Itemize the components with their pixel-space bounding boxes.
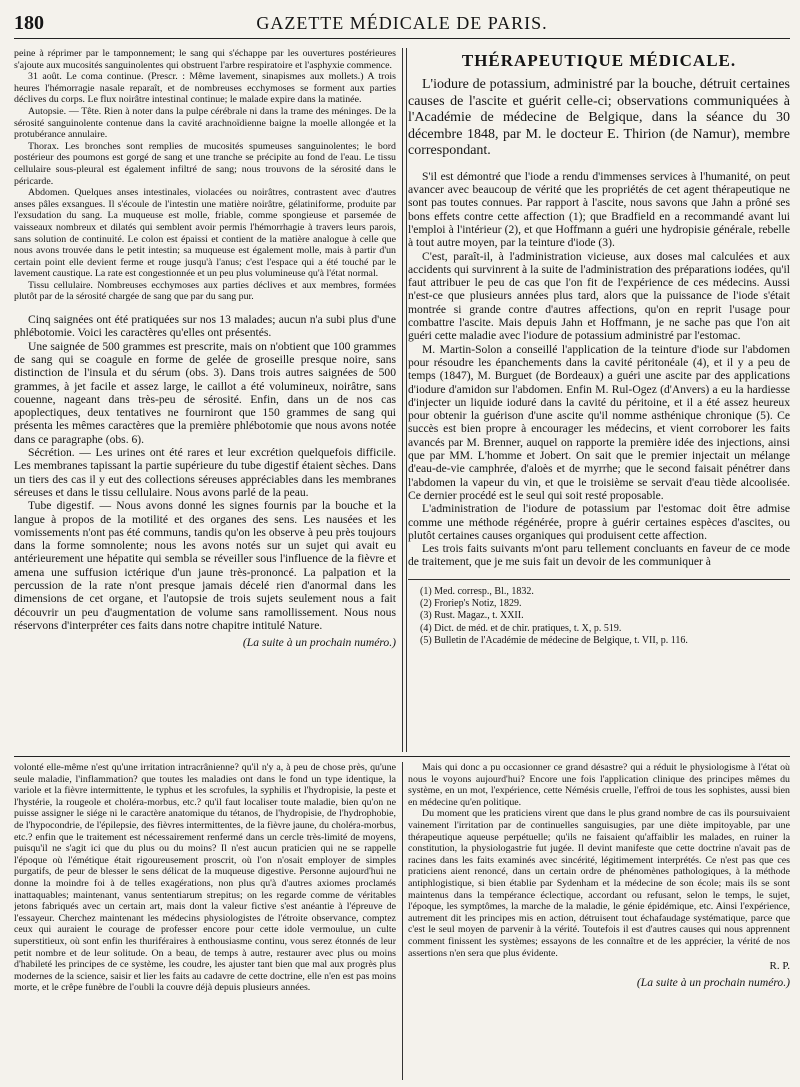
paragraph: volonté elle-même n'est qu'une irritation intracrânienne? qu'il n'y a, à peu de chose près, qu'une seule maladie, l'inflammation? que toutes les maladies ont dans le fond un type identique, la variole et la fièvre intermittente, le typhus et les scrofules, la syphilis et l'hydropisie, la peste et l'hystérie, la rougeole et choléra-morbus, etc.? qu'il faut localiser toute maladie, bien qu'on ne puisse assigner le siége ni le caractère anatomique du tétanos, de l'hydropisie, de l'hydrophobie, de l'hypocondrie, de l'épilepsie, des fièvres intermittentes, de la fièvre jaune, du choléra-morbus, etc.? enfin que le traitement est nécessairement renfermé dans un cercle très-limité de moyens, puisqu'il ne s'agit ici que du plus ou du moins? Il n'est aucun praticien qui ne se rappelle l'époque où l'émétique était rigoureusement proscrit, où l'on n'osait employer de simples purgatifs, de peur de blesser le sens délicat de la muqueuse digestive. Personne aujourd'hui ne donne la moindre foi à de telles exagérations, non plus qu'à d'autres axiomes proclamés inattaquables; maintenant, vanus sententiarum strepitus; on les regarde comme de véritables jetons fabriqués avec un certain art, mais dont la valeur fictive s'est anéantie à l'épreuve de l'essayeur. Cherchez maintenant les médecins physiologistes de l'étroite observance, comptez ceux qui auraient le courage de professer encore pour cette idole vermoulue, un culte superstitieux, où sont enfin les thuriféraires à enthousiasme continu, vous serez étonnés de leur petit nombre et de leur solitude. On a beau, de temps à autre, restaurer avec plus ou moins d'habileté les principes de ce système, les coudre, les ajuster tant bien que mal aux progrès plus modernes de la science, saisir et lier les faits au cadavre de cette doctrine, elle n'en est pas moins morte, et le crêpe funèbre de l'oubli la couvre déjà depuis plusieurs années.: [14, 762, 396, 994]
upper-section: [14, 48, 790, 752]
paragraph: Les trois faits suivants m'ont paru tellement concluants en faveur de ce mode de traitement, que je me suis fait un devoir de les communiquer à: [408, 542, 790, 569]
continued-note: (La suite à un prochain numéro.): [636, 975, 790, 989]
newspaper-page: [14, 8, 790, 1080]
column-divider: [402, 762, 403, 1080]
paragraph: L'administration de l'iodure de potassium par l'estomac doit être admise comme une méthode régénérée, propre à guérir certaines espèces d'ascites, ou plutôt certaines causes organiques qui produisent cette affection.: [408, 502, 790, 542]
paragraph: Sécrétion. — Les urines ont été rares et leur excrétion quelquefois difficile. Les membranes tapissant la partie supérieure du tube digestif étaient sèches. Dans un tiers des cas il y eut des collections séreuses appréciables dans les membranes séreuses et dans le tissu cellulaire. Nous avons parlé de la peau.: [14, 446, 396, 499]
paragraph: Une saignée de 500 grammes est prescrite, mais on n'obtient que 100 grammes de sang qui se coagule en forme de gelée de groseille presque noire, sans distinction de l'insula et du sérum (obs. 3). Dans trois autres saignées de 500 grammes, à jet facile et assez large, le caillot a été volumineux, noirâtre, sans couenne, nageant dans très-peu de sérosité. Enfin, dans un de nos cas apoplectiques, deux tentatives ne fourniront que 150 grammes de sang qui présenta les mêmes caractères que la première phlébotomie que nous avons notée dans ce paragraphe (obs. 6).: [14, 339, 396, 446]
paragraph: Mais qui donc a pu occasionner ce grand désastre? qui a réduit le physiologisme à l'état où nous le voyons aujourd'hui? Encore une fois l'application clinique des principes mêmes du système, en un mot, l'expérience, cette Némésis cruelle, l'effroi de tous les sophistes, aussi bien en médecine qu'en politique.: [408, 762, 790, 808]
paragraph: Abdomen. Quelques anses intestinales, violacées ou noirâtres, contrastent avec d'autres anses pâles exsangues. Il s'écoule de l'intestin une matière noirâtre, gélatiniforme, produite par l'exsudation du sang. La muqueuse est molle, friable, comme spongieuse et parsemée de vaisseaux nombreux et dilatés qui semblent avoir permis l'hémorrhagie à travers leurs parois, sans solution de continuité. Le colon est épaissi et contient de la matière analogue à celle que nous avons trouvée dans le petit intestin; sa muqueuse est également molle, mais à partir d'un certain point elle devient ferme et rouge jusqu'à l'anus; c'est l'espace qui a été touché par le lavement caustique. La rate est congestionnée et un peu plus volumineuse qu'à l'état normal.: [14, 187, 396, 280]
journal-title: GAZETTE MÉDICALE DE PARIS.: [256, 13, 548, 33]
footnote: (1) Med. corresp., Bl., 1832.: [420, 585, 534, 597]
page-header: [14, 8, 790, 39]
page-number: 180: [14, 12, 44, 34]
paragraph: Du moment que les praticiens virent que dans le plus grand nombre de cas ils poursuivaient vainement l'irritation par de continuelles sanguisugies, par une diète impitoyable, par une thérapeutique aqueuse perpétuelle; qu'ils ne faisaient qu'affaiblir les malades, en ruiner la constitution, la physiologastrie fut jugée. Il devint manifeste que cette doctrine n'avait pas de racines dans les faits examinés avec sincérité, légitimement interprétés. Ce n'est pas que ces praticiens aient renoncé, dans un certain ordre de phénomènes pathologiques, à la méthode antiphlogistique, si bien établie par Sydenham et la médecine de son école; mais ils se sont maintenus dans la tempérance éclectique, accordant ou refusant, selon le temps, le sujet, l'époque, les symptômes, la marche de la maladie, le génie épidémique, etc. Ainsi l'expérience, autrement dit les principes mis en action, détruisent tout échafaudage systématique, parce que c'est le seul moyen de parvenir à la vérité. Toutefois il est d'autres causes qui nous apprennent comment finissent les systèmes; essayons de les connaître et de les apprécier, la vérité de nos assertions n'en sera que plus évidente.: [408, 808, 790, 959]
section-divider: [14, 756, 790, 757]
paragraph: Tissu cellulaire. Nombreuses ecchymoses aux parties déclives et aux membres, formées plutôt par de la sérosité chargée de sang que par du sang pur.: [14, 279, 396, 303]
section-title: THÉRAPEUTIQUE MÉDICALE.: [461, 51, 737, 70]
article-title: L'iodure de potassium, administré par la bouche, détruit certaines causes de l'ascite et guérit celle-ci; observations communiquées à l'Académie de médecine de Belgique, dans la séance du 30 décembre 1848, par M. le docteur E. Thirion (de Namur), membre correspondant.: [408, 77, 790, 159]
paragraph: Thorax. Les bronches sont remplies de mucosités spumeuses sanguinolentes; le bord postérieur des poumons est gorgé de sang et une tranche se précipite au fond de l'eau. Le tissu cellulaire sous-pleural est également infiltré de sang; nous trouvons de la sérosité dans le péricarde.: [14, 140, 396, 187]
feuilleton-left-column: [14, 762, 396, 1080]
paragraph: 31 août. Le coma continue. (Prescr. : Même lavement, sinapismes aux mollets.) A trois heures l'hémorragie nasale reparaît, et de nombreuses ecchymoses se forment aux parties déclives du corps. Le flux noirâtre intestinal continue; le malade expire dans la matinée.: [14, 71, 396, 106]
lower-section: [14, 762, 790, 1080]
footnote: (2) Froriep's Notiz, 1829.: [420, 598, 522, 609]
therapeutics-column: [408, 48, 790, 752]
signature: R. P.: [769, 960, 790, 973]
feuilleton-right-column: [408, 762, 790, 1080]
footnote: (5) Bulletin de l'Académie de médecine de Belgique, t. VII, p. 116.: [420, 634, 688, 646]
footnote: (4) Dict. de méd. et de chir. pratiques, t. X, p. 519.: [420, 622, 622, 634]
paragraph: Tube digestif. — Nous avons donné les signes fournis par la bouche et la langue à propos de la motilité et des organes des sens. Les nausées et les vomissements n'ont pas été communs, tandis qu'on les observe à peu près toujours dans la forme somnolente; nous les avons notés sur un sujet qui avait eu antérieurement une hépatite qui sembla se réveiller sous l'influence de la fièvre et amena une suffusion ictérique d'un jaune très-prononcé. La palpation et la percussion de la rate n'ont presque jamais décelé rien d'anormal dans les dimensions de cet organe, et l'autopsie de trois sujets seulement nous a fait découvrir un peu d'augmentation de volume sans ramollissement. Nous nous réservons d'interpréter ces faits dans notre chapitre intitulé Nature.: [14, 499, 396, 632]
paragraph: M. Martin-Solon a conseillé l'application de la teinture d'iode sur l'abdomen pour résoudre les épanchements dans la cavité péritonéale (4), et il y a peu de temps (1847), M. Burguet (de Bordeaux) a guéri une ascite par des applications d'iodure d'amidon sur l'abdomen. Enfin M. Rul-Ogez (d'Anvers) a eu la hardiesse d'injecter un liquide ioduré dans la cavité du péritoine, et il a été assez heureux pour obtenir la guérison d'une ascite qu'il nomme asthénique chronique (5). Ce succès est bien propre à encourager les médecins, et vient corroborer les faits avancés par M. Brenner, auquel on rapporte la première idée des injections, ainsi que par MM. L'homme et Jobert. On sait que le premier injectait un mélange d'eau-de-vie camphrée, d'aloès et de myrrhe; que le second faisait pénétrer dans l'abdomen la vapeur du vin, et que le troisième se servait d'eau tiède alcoolisée. Ce dernier procédé est le seul qui soit resté proposable.: [408, 342, 790, 502]
paragraph: Autopsie. — Tête. Rien à noter dans la pulpe cérébrale ni dans la trame des méninges. De la sérosité sanguinolente contenue dans la cavité arachnoïdienne baigne la moelle allongée et la protubérance annulaire.: [14, 105, 396, 141]
bloodletting-section: [14, 313, 396, 649]
clinical-report-column: [14, 48, 396, 752]
paragraph: S'il est démontré que l'iode a rendu d'immenses services à l'humanité, on peut avancer avec beaucoup de vérité que les propriétés de cet agent thérapeutique ne sont pas toutes connues. Par rapport à l'ascite, nous savons que Jahn a prôné ses bons effets contre cette affection (1); que Bradfield en a recommandé avant lui l'emploi à l'intérieur (2), et que Hoffmann a guéri une hydropisie générale, rebelle à tout autre moyen, par la teinture d'iode (3).: [408, 169, 790, 250]
column-divider: [402, 48, 403, 752]
continued-note: (La suite à un prochain numéro.): [242, 636, 396, 650]
column-divider: [406, 48, 407, 752]
paragraph: C'est, paraît-il, à l'administration vicieuse, aux doses mal calculées et aux accidents qui survinrent à la suite de l'administration des préparations iodées, qu'il faut attribuer le peu de cas que l'on fit de l'expérience de ces médecins. Aussi n'est-ce que plusieurs années plus tard, alors que la puissance de l'iode s'était montrée si grande contre d'autres affections, qu'on en reprit l'usage pour combattre l'ascite. Mais depuis Jahn et Hoffmann, je ne sache pas que l'on ait guéri cette maladie avec l'iodure de potassium administré par l'estomac.: [408, 249, 790, 343]
paragraph: Cinq saignées ont été pratiquées sur nos 13 malades; aucun n'a subi plus d'une phlébotomie. Voici les caractères qu'elles ont présentés.: [14, 313, 396, 340]
footnote-rule: [408, 579, 790, 580]
paragraph: peine à réprimer par le tamponnement; le sang qui s'échappe par les ouvertures postérieures s'ajoute aux mucosités sanguinolentes qui obstruent l'arbre respiratoire et l'asphyxie commence.: [14, 48, 396, 71]
footnote: (3) Rust. Magaz., t. XXII.: [420, 610, 524, 622]
